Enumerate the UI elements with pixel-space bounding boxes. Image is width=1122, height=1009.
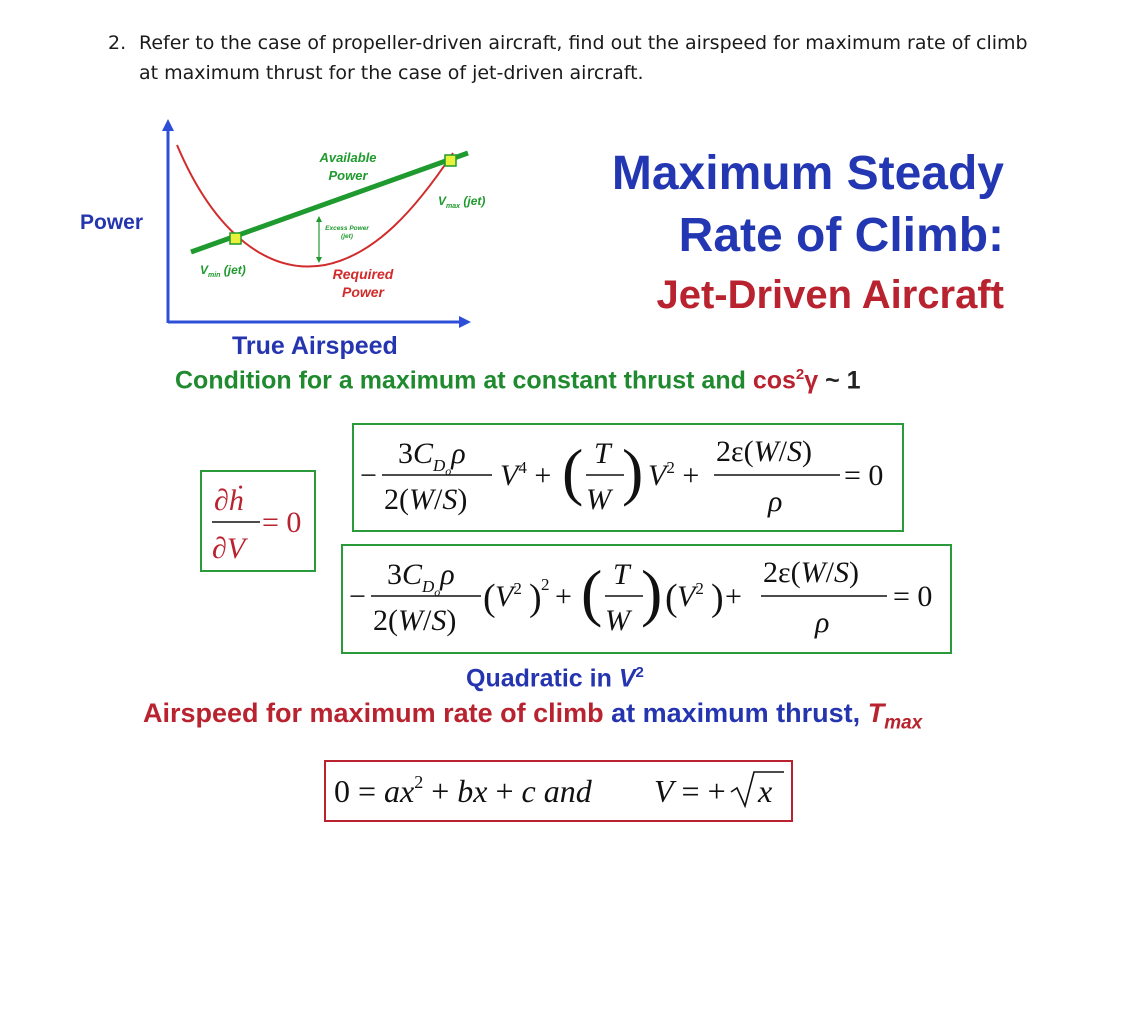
svg-text:ρ: ρ <box>815 606 830 639</box>
svg-text:2ε(W/S): 2ε(W/S) <box>716 435 812 468</box>
quadratic-equation <box>343 546 950 652</box>
svg-text:2(W/S): 2(W/S) <box>384 483 468 516</box>
svg-text:= 0: = 0 <box>844 459 884 492</box>
svg-text:−: − <box>360 459 377 492</box>
svg-text:ρ: ρ <box>768 485 783 518</box>
svg-text:(: ( <box>483 577 496 619</box>
y-axis-label: Power <box>80 211 144 234</box>
svg-text:0 = ax2 + bx + c and: $0 = ax^2$ + bx + c and <box>334 772 592 809</box>
slide-title-line-1: Maximum Steady <box>611 147 1004 200</box>
svg-text:+: + <box>725 580 742 613</box>
question-number: 2. <box>108 32 127 54</box>
airspeed-heading: Airspeed for maximum rate of climb at maximum thrust, $T_{max}$ <box>143 698 923 734</box>
vmin-label: $V_{min}$ (jet) <box>200 263 246 279</box>
partial-derivative-box <box>200 470 316 572</box>
question-text: Refer to the case of propeller-driven aircraft, find out the airspeed for maximum rate of climb at maximum thrust for the case of jet-driven aircraft. <box>139 32 1028 84</box>
available-power-label-2: Power <box>328 168 368 183</box>
svg-text:+: + <box>555 580 572 613</box>
y-axis-arrow <box>162 119 174 131</box>
svg-text:x: x <box>758 773 773 809</box>
svg-text:): ) <box>622 436 644 507</box>
svg-text:2ε(W/S): 2ε(W/S) <box>763 556 859 589</box>
svg-text:): ) <box>711 577 724 619</box>
available-power-label-1: Available <box>319 150 377 165</box>
svg-text:V = +: V = + <box>654 773 726 809</box>
vmax-label: $V_{max}$ (jet) <box>438 194 486 210</box>
x-axis-arrow <box>459 316 471 328</box>
quadratic-label: Quadratic in $V^2$ <box>466 664 644 693</box>
svg-text:V2: $V^2$ <box>495 579 522 613</box>
svg-text:W: W <box>605 604 630 637</box>
slide-title-line-2: Rate of Climb: <box>678 209 1004 262</box>
svg-text:(: ( <box>581 557 603 628</box>
svg-text:(: ( <box>562 436 584 507</box>
svg-text:): ) <box>641 557 663 628</box>
svg-text:T: T <box>613 558 630 591</box>
rate-of-climb-equation <box>354 425 902 530</box>
final-equation <box>326 762 791 820</box>
svg-text:∂ḣ: ∂ḣ <box>214 484 244 517</box>
svg-text:V4 +: $V^4$ + <box>500 458 552 492</box>
svg-text:T: T <box>594 437 611 470</box>
svg-text:∂V: ∂V <box>212 532 246 565</box>
excess-power-label-2: (jet) <box>341 233 353 240</box>
svg-text:W: W <box>586 483 611 516</box>
vmin-marker <box>230 233 241 244</box>
power-airspeed-diagram <box>75 115 495 340</box>
condition-text: Condition for a maximum at constant thrust and $\cos^2\gamma$ ~ 1 <box>175 366 861 395</box>
final-equation-box <box>324 760 793 822</box>
svg-text:2: 2 <box>541 575 550 594</box>
vmax-marker <box>445 155 456 166</box>
svg-text:= 0: = 0 <box>893 580 933 613</box>
excess-power-label-1: Excess Power <box>325 225 369 232</box>
svg-text:= 0: = 0 <box>262 506 302 539</box>
rate-of-climb-equation-box <box>352 423 904 532</box>
required-power-label-1: Required <box>332 266 394 282</box>
x-axis-label: True Airspeed <box>232 332 398 360</box>
svg-text:(: ( <box>665 577 678 619</box>
svg-text:−: − <box>349 580 366 613</box>
slide-title-line-3: Jet-Driven Aircraft <box>656 273 1004 317</box>
svg-text:V2: $V^2$ <box>677 579 704 613</box>
required-power-label-2: Power <box>341 284 385 300</box>
svg-text:2(W/S): 2(W/S) <box>373 604 457 637</box>
svg-text:V2 +: $V^2$ + <box>648 458 700 492</box>
svg-text:): ) <box>529 577 542 619</box>
svg-text:3CDoρ: $3C_Do\rho$ <box>387 558 455 599</box>
quadratic-equation-box <box>341 544 952 654</box>
svg-text:3CDoρ: $3C_Do\rho$ <box>398 437 466 478</box>
